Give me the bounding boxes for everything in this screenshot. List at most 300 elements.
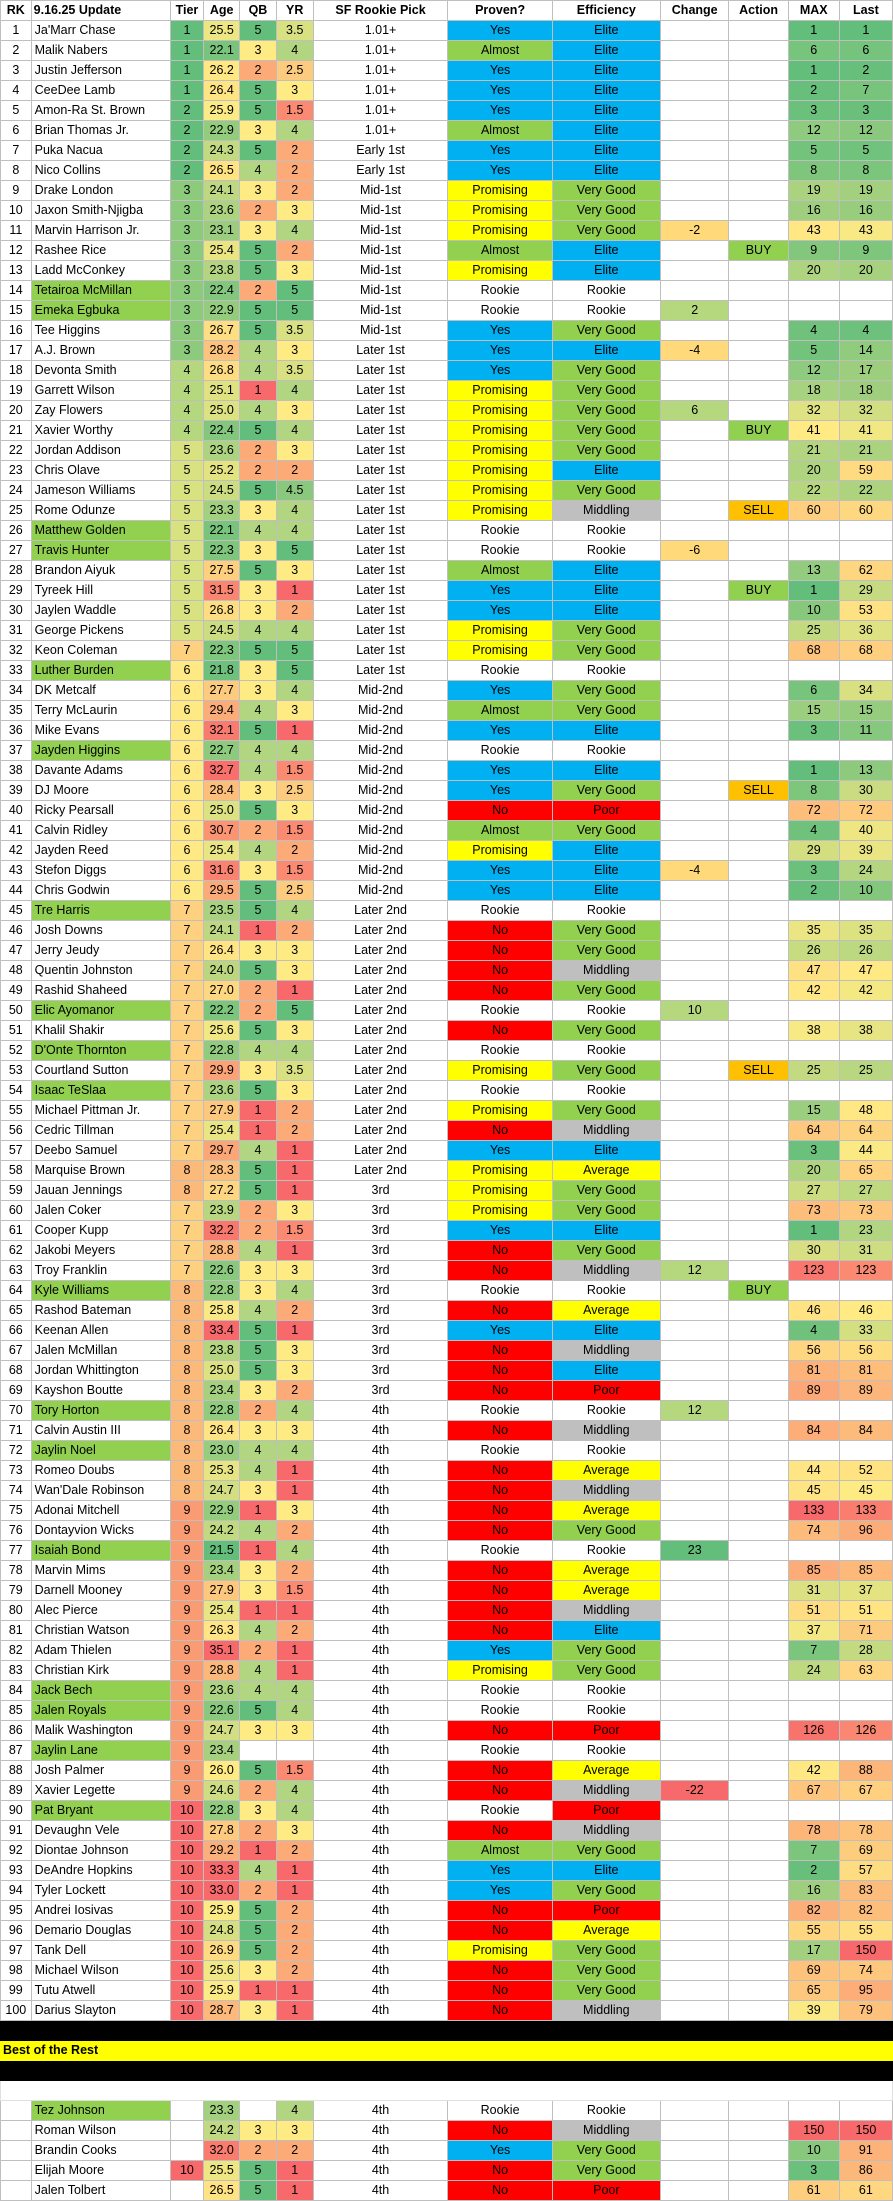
cell-eff: Elite xyxy=(552,881,660,901)
cell-last: 64 xyxy=(839,1121,892,1141)
table-row[interactable] xyxy=(1,1561,893,1581)
cell-change: 2 xyxy=(660,301,728,321)
cell-last: 6 xyxy=(839,41,892,61)
table-row[interactable] xyxy=(1,1821,893,1841)
cell-tier: 9 xyxy=(170,1761,204,1781)
cell-action: SELL xyxy=(729,781,788,801)
table-row[interactable] xyxy=(1,701,893,721)
cell-tier: 10 xyxy=(170,1801,204,1821)
cell-age: 25.3 xyxy=(204,1461,240,1481)
table-row[interactable] xyxy=(1,2121,893,2141)
cell-last: 33 xyxy=(839,1321,892,1341)
table-row[interactable] xyxy=(1,981,893,1001)
table-row[interactable] xyxy=(1,1281,893,1301)
cell-change xyxy=(660,201,728,221)
table-row[interactable] xyxy=(1,961,893,981)
cell-change xyxy=(660,661,728,681)
cell-rk: 75 xyxy=(1,1501,32,1521)
table-row[interactable] xyxy=(1,1741,893,1761)
table-row[interactable] xyxy=(1,1201,893,1221)
table-row[interactable] xyxy=(1,161,893,181)
table-row[interactable] xyxy=(1,421,893,441)
cell-pick: Mid-1st xyxy=(313,201,448,221)
table-row[interactable] xyxy=(1,1801,893,1821)
table-row[interactable] xyxy=(1,1141,893,1161)
table-row[interactable] xyxy=(1,801,893,821)
col-last[interactable]: Last xyxy=(839,1,892,21)
cell-pick: Later 2nd xyxy=(313,941,448,961)
table-row[interactable] xyxy=(1,561,893,581)
cell-pick: Later 1st xyxy=(313,501,448,521)
cell-age: 26.5 xyxy=(204,161,240,181)
cell-eff: Very Good xyxy=(552,1241,660,1261)
table-row[interactable] xyxy=(1,1021,893,1041)
cell-name: DeAndre Hopkins xyxy=(31,1861,170,1881)
cell-action xyxy=(729,1001,788,1021)
table-row[interactable] xyxy=(1,641,893,661)
col-efficiency[interactable]: Efficiency xyxy=(552,1,660,21)
cell-qb: 4 xyxy=(240,521,277,541)
cell-rk: 45 xyxy=(1,901,32,921)
cell-pick: Later 1st xyxy=(313,541,448,561)
table-row[interactable] xyxy=(1,1101,893,1121)
col-max[interactable]: MAX xyxy=(788,1,839,21)
cell-change xyxy=(660,901,728,921)
table-row[interactable] xyxy=(1,501,893,521)
cell-age: 25.8 xyxy=(204,1301,240,1321)
table-row[interactable] xyxy=(1,361,893,381)
cell-last xyxy=(839,741,892,761)
cell-qb: 3 xyxy=(240,941,277,961)
cell-rk: 97 xyxy=(1,1941,32,1961)
cell-name: Calvin Ridley xyxy=(31,821,170,841)
table-row[interactable] xyxy=(1,601,893,621)
cell-eff: Elite xyxy=(552,41,660,61)
cell-max xyxy=(788,1681,839,1701)
cell-rk: 43 xyxy=(1,861,32,881)
cell-change xyxy=(660,1141,728,1161)
cell-last: 34 xyxy=(839,681,892,701)
cell-tier: 8 xyxy=(170,1381,204,1401)
col-tier[interactable]: Tier xyxy=(170,1,204,21)
cell-name: Jameson Williams xyxy=(31,481,170,501)
cell-eff: Very Good xyxy=(552,1961,660,1981)
cell-action xyxy=(729,961,788,981)
cell-change xyxy=(660,1181,728,1201)
cell-proven: Promising xyxy=(448,1161,552,1181)
cell-rk: 30 xyxy=(1,601,32,621)
cell-name: Malik Nabers xyxy=(31,41,170,61)
table-row[interactable] xyxy=(1,921,893,941)
table-row[interactable] xyxy=(1,1661,893,1681)
cell-action xyxy=(729,1621,788,1641)
cell-proven: Almost xyxy=(448,1841,552,1861)
table-row[interactable] xyxy=(1,821,893,841)
table-row[interactable] xyxy=(1,1401,893,1421)
cell-age: 32.7 xyxy=(204,761,240,781)
section-divider xyxy=(1,2021,893,2101)
cell-proven: Promising xyxy=(448,641,552,661)
table-row[interactable] xyxy=(1,1721,893,1741)
cell-yr: 1 xyxy=(276,1661,313,1681)
table-row[interactable] xyxy=(1,1521,893,1541)
cell-proven: Promising xyxy=(448,221,552,241)
cell-tier: 8 xyxy=(170,1321,204,1341)
cell-max: 21 xyxy=(788,441,839,461)
cell-qb: 5 xyxy=(240,1321,277,1341)
cell-qb: 5 xyxy=(240,261,277,281)
cell-eff: Rookie xyxy=(552,301,660,321)
table-row[interactable] xyxy=(1,301,893,321)
cell-change xyxy=(660,261,728,281)
cell-age: 27.5 xyxy=(204,561,240,581)
cell-action xyxy=(729,1161,788,1181)
cell-eff: Very Good xyxy=(552,701,660,721)
cell-tier: 3 xyxy=(170,301,204,321)
table-row[interactable] xyxy=(1,181,893,201)
table-row[interactable] xyxy=(1,2141,893,2161)
table-row[interactable] xyxy=(1,101,893,121)
table-row[interactable] xyxy=(1,1421,893,1441)
cell-age: 22.7 xyxy=(204,741,240,761)
cell-tier: 9 xyxy=(170,1561,204,1581)
cell-last: 15 xyxy=(839,701,892,721)
table-row[interactable] xyxy=(1,681,893,701)
cell-eff: Elite xyxy=(552,101,660,121)
cell-proven: Yes xyxy=(448,781,552,801)
table-row[interactable] xyxy=(1,441,893,461)
cell-action xyxy=(729,1321,788,1341)
table-row[interactable] xyxy=(1,1321,893,1341)
col-pick[interactable]: SF Rookie Pick xyxy=(313,1,448,21)
table-row[interactable] xyxy=(1,761,893,781)
cell-pick: 4th xyxy=(313,1901,448,1921)
cell-rk: 98 xyxy=(1,1961,32,1981)
table-row[interactable] xyxy=(1,1981,893,2001)
table-row[interactable] xyxy=(1,1881,893,1901)
cell-action xyxy=(729,1921,788,1941)
table-row[interactable] xyxy=(1,1221,893,1241)
table-row[interactable] xyxy=(1,1241,893,1261)
cell-tier: 6 xyxy=(170,881,204,901)
cell-rk: 66 xyxy=(1,1321,32,1341)
table-row[interactable] xyxy=(1,1761,893,1781)
table-row[interactable] xyxy=(1,1581,893,1601)
table-row[interactable] xyxy=(1,1621,893,1641)
table-row[interactable] xyxy=(1,861,893,881)
cell-tier: 3 xyxy=(170,241,204,261)
cell-last: 21 xyxy=(839,441,892,461)
cell-proven: Almost xyxy=(448,701,552,721)
cell-action xyxy=(729,301,788,321)
table-row[interactable] xyxy=(1,581,893,601)
table-row[interactable] xyxy=(1,1781,893,1801)
cell-yr: 4 xyxy=(276,1041,313,1061)
cell-qb: 5 xyxy=(240,2161,277,2181)
table-row[interactable] xyxy=(1,1381,893,1401)
table-row[interactable] xyxy=(1,1481,893,1501)
cell-action: BUY xyxy=(729,241,788,261)
cell-qb: 3 xyxy=(240,661,277,681)
cell-eff: Elite xyxy=(552,1141,660,1161)
cell-action xyxy=(729,341,788,361)
cell-tier: 8 xyxy=(170,1301,204,1321)
table-row[interactable] xyxy=(1,2181,893,2201)
cell-pick: Later 1st xyxy=(313,421,448,441)
cell-age: 21.5 xyxy=(204,1541,240,1561)
cell-yr: 2 xyxy=(276,841,313,861)
cell-qb: 4 xyxy=(240,741,277,761)
table-row[interactable] xyxy=(1,1081,893,1101)
cell-change xyxy=(660,961,728,981)
table-row[interactable] xyxy=(1,2001,893,2021)
cell-qb: 2 xyxy=(240,1781,277,1801)
table-row[interactable] xyxy=(1,1861,893,1881)
cell-pick: Mid-1st xyxy=(313,321,448,341)
cell-yr: 3 xyxy=(276,561,313,581)
table-row[interactable] xyxy=(1,41,893,61)
cell-tier: 3 xyxy=(170,321,204,341)
cell-yr: 2 xyxy=(276,1521,313,1541)
table-row[interactable] xyxy=(1,1541,893,1561)
table-row[interactable] xyxy=(1,1501,893,1521)
col-rk[interactable]: RK xyxy=(1,1,32,21)
table-row[interactable] xyxy=(1,1461,893,1481)
table-row[interactable] xyxy=(1,401,893,421)
cell-eff: Rookie xyxy=(552,1741,660,1761)
cell-tier: 7 xyxy=(170,1141,204,1161)
table-row[interactable] xyxy=(1,781,893,801)
col-age[interactable]: Age xyxy=(204,1,240,21)
cell-qb: 4 xyxy=(240,1141,277,1161)
cell-qb: 2 xyxy=(240,201,277,221)
cell-age: 26.2 xyxy=(204,61,240,81)
table-row[interactable] xyxy=(1,541,893,561)
cell-rk: 69 xyxy=(1,1381,32,1401)
cell-qb: 5 xyxy=(240,141,277,161)
table-row[interactable] xyxy=(1,1301,893,1321)
table-row[interactable] xyxy=(1,1361,893,1381)
cell-tier: 1 xyxy=(170,81,204,101)
cell-last: 20 xyxy=(839,261,892,281)
cell-proven: Promising xyxy=(448,401,552,421)
cell-qb: 5 xyxy=(240,1701,277,1721)
cell-eff: Rookie xyxy=(552,901,660,921)
table-row[interactable] xyxy=(1,221,893,241)
cell-proven: Yes xyxy=(448,61,552,81)
cell-age: 26.7 xyxy=(204,321,240,341)
cell-action xyxy=(729,681,788,701)
cell-action xyxy=(729,1481,788,1501)
table-row[interactable] xyxy=(1,1701,893,1721)
cell-max: 9 xyxy=(788,241,839,261)
cell-last: 8 xyxy=(839,161,892,181)
cell-age: 28.8 xyxy=(204,1661,240,1681)
table-row[interactable] xyxy=(1,1921,893,1941)
table-row[interactable] xyxy=(1,381,893,401)
cell-age: 26.4 xyxy=(204,941,240,961)
cell-age: 26.4 xyxy=(204,81,240,101)
cell-proven: No xyxy=(448,1981,552,2001)
table-row[interactable] xyxy=(1,881,893,901)
col-proven[interactable]: Proven? xyxy=(448,1,552,21)
cell-last: 14 xyxy=(839,341,892,361)
cell-qb: 4 xyxy=(240,1461,277,1481)
cell-rk: 33 xyxy=(1,661,32,681)
cell-action: BUY xyxy=(729,581,788,601)
cell-yr: 2 xyxy=(276,141,313,161)
col-update[interactable]: 9.16.25 Update xyxy=(31,1,170,21)
cell-last: 1 xyxy=(839,21,892,41)
cell-proven: No xyxy=(448,1821,552,1841)
cell-max: 64 xyxy=(788,1121,839,1141)
cell-last xyxy=(839,1081,892,1101)
cell-eff: Very Good xyxy=(552,321,660,341)
table-row[interactable] xyxy=(1,141,893,161)
table-row[interactable] xyxy=(1,621,893,641)
col-qb[interactable]: QB xyxy=(240,1,277,21)
cell-yr: 3 xyxy=(276,1021,313,1041)
cell-proven: Yes xyxy=(448,681,552,701)
cell-age: 24.7 xyxy=(204,1721,240,1741)
cell-name: Marvin Mims xyxy=(31,1561,170,1581)
cell-tier: 4 xyxy=(170,401,204,421)
cell-age: 26.4 xyxy=(204,1421,240,1441)
cell-name: Adam Thielen xyxy=(31,1641,170,1661)
cell-pick: 3rd xyxy=(313,1361,448,1381)
cell-action xyxy=(729,1181,788,1201)
cell-action xyxy=(729,1801,788,1821)
cell-max: 133 xyxy=(788,1501,839,1521)
table-row[interactable] xyxy=(1,1181,893,1201)
table-row[interactable] xyxy=(1,1941,893,1961)
cell-yr: 1.5 xyxy=(276,1221,313,1241)
table-row[interactable] xyxy=(1,1261,893,1281)
black-bar xyxy=(1,2021,893,2041)
cell-yr: 5 xyxy=(276,1001,313,1021)
cell-change xyxy=(660,1441,728,1461)
cell-qb: 3 xyxy=(240,1261,277,1281)
table-row[interactable] xyxy=(1,1061,893,1081)
table-row[interactable] xyxy=(1,521,893,541)
table-row[interactable] xyxy=(1,81,893,101)
cell-rk: 14 xyxy=(1,281,32,301)
cell-pick: Later 2nd xyxy=(313,1041,448,1061)
cell-tier: 7 xyxy=(170,1241,204,1261)
cell-max: 30 xyxy=(788,1241,839,1261)
cell-pick: Later 1st xyxy=(313,401,448,421)
cell-proven: Yes xyxy=(448,581,552,601)
player-rows xyxy=(1,21,893,2021)
table-row[interactable] xyxy=(1,941,893,961)
table-row[interactable] xyxy=(1,241,893,261)
cell-tier xyxy=(170,2181,204,2201)
cell-action xyxy=(729,21,788,41)
cell-tier: 6 xyxy=(170,841,204,861)
cell-pick: 4th xyxy=(313,1661,448,1681)
cell-max: 18 xyxy=(788,381,839,401)
table-row[interactable] xyxy=(1,321,893,341)
table-row[interactable] xyxy=(1,1681,893,1701)
table-row[interactable] xyxy=(1,1961,893,1981)
table-row[interactable] xyxy=(1,721,893,741)
cell-action xyxy=(729,1841,788,1861)
table-row[interactable] xyxy=(1,341,893,361)
table-row[interactable] xyxy=(1,1901,893,1921)
cell-change xyxy=(660,1761,728,1781)
table-row[interactable] xyxy=(1,2101,893,2121)
cell-max: 65 xyxy=(788,1981,839,2001)
table-row[interactable] xyxy=(1,1161,893,1181)
cell-change: 10 xyxy=(660,1001,728,1021)
cell-proven: No xyxy=(448,1421,552,1441)
cell-qb: 5 xyxy=(240,81,277,101)
cell-eff: Middling xyxy=(552,1821,660,1841)
cell-name: Courtland Sutton xyxy=(31,1061,170,1081)
table-row[interactable] xyxy=(1,1121,893,1141)
table-row[interactable] xyxy=(1,841,893,861)
cell-last: 59 xyxy=(839,461,892,481)
table-row[interactable] xyxy=(1,281,893,301)
table-row[interactable] xyxy=(1,741,893,761)
cell-pick: 1.01+ xyxy=(313,41,448,61)
table-row[interactable] xyxy=(1,1601,893,1621)
table-row[interactable] xyxy=(1,1641,893,1661)
cell-age: 23.8 xyxy=(204,1341,240,1361)
cell-max: 43 xyxy=(788,221,839,241)
cell-change xyxy=(660,21,728,41)
table-row[interactable] xyxy=(1,261,893,281)
cell-qb: 3 xyxy=(240,1061,277,1081)
table-row[interactable] xyxy=(1,2161,893,2181)
cell-change xyxy=(660,1281,728,1301)
table-row[interactable] xyxy=(1,1001,893,1021)
cell-rk: 36 xyxy=(1,721,32,741)
table-row[interactable] xyxy=(1,1341,893,1361)
cell-rk: 61 xyxy=(1,1221,32,1241)
cell-qb: 2 xyxy=(240,1401,277,1421)
cell-tier: 10 xyxy=(170,2161,204,2181)
col-yr[interactable]: YR xyxy=(276,1,313,21)
table-row[interactable] xyxy=(1,1441,893,1461)
col-action[interactable]: Action xyxy=(729,1,788,21)
col-change[interactable]: Change xyxy=(660,1,728,21)
table-row[interactable] xyxy=(1,61,893,81)
table-row[interactable] xyxy=(1,1841,893,1861)
cell-proven: No xyxy=(448,941,552,961)
table-row[interactable] xyxy=(1,461,893,481)
cell-age: 22.9 xyxy=(204,301,240,321)
table-row[interactable] xyxy=(1,481,893,501)
cell-change xyxy=(660,1961,728,1981)
cell-proven: Almost xyxy=(448,121,552,141)
table-row[interactable] xyxy=(1,21,893,41)
cell-rk: 34 xyxy=(1,681,32,701)
cell-max: 1 xyxy=(788,761,839,781)
cell-last: 89 xyxy=(839,1381,892,1401)
cell-qb: 5 xyxy=(240,1761,277,1781)
table-row[interactable] xyxy=(1,901,893,921)
cell-change xyxy=(660,1861,728,1881)
cell-action xyxy=(729,461,788,481)
table-row[interactable] xyxy=(1,201,893,221)
table-row[interactable] xyxy=(1,1041,893,1061)
table-row[interactable] xyxy=(1,121,893,141)
table-row[interactable] xyxy=(1,661,893,681)
cell-action xyxy=(729,121,788,141)
cell-qb: 1 xyxy=(240,381,277,401)
cell-pick: 4th xyxy=(313,1981,448,2001)
